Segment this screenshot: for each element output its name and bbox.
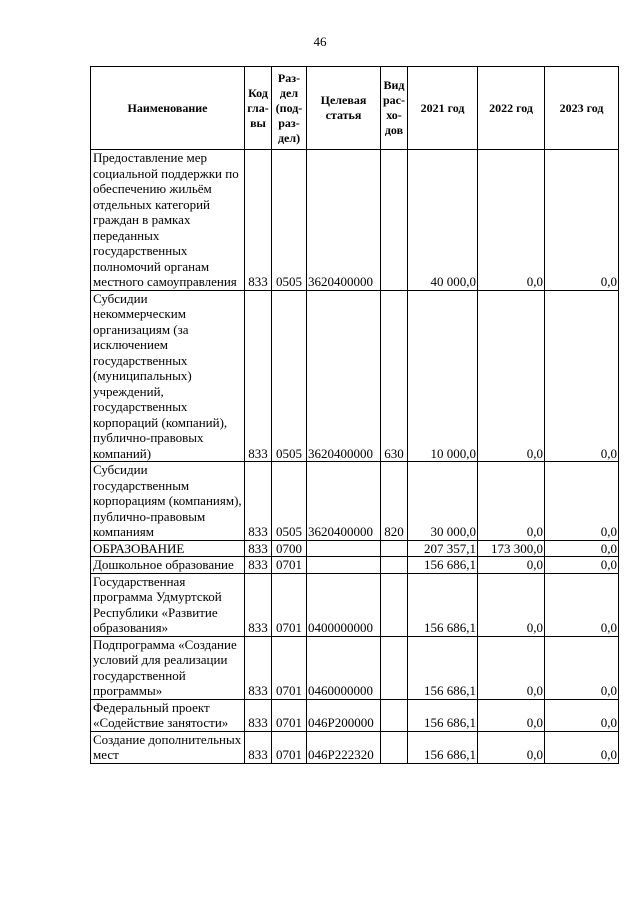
row-2022: 0,0	[478, 731, 545, 763]
row-2022: 0,0	[478, 557, 545, 574]
row-chapter: 833	[245, 573, 272, 636]
table-row	[91, 540, 619, 557]
row-expense-type	[381, 557, 408, 574]
row-target	[307, 557, 381, 574]
row-section: 0701	[272, 636, 307, 699]
row-2023: 0,0	[545, 462, 619, 541]
row-target: 046P200000	[307, 699, 381, 731]
row-section: 0701	[272, 699, 307, 731]
row-name: Государственная программа Удмуртской Республики «Развитие образования»	[91, 573, 245, 636]
row-2021: 156 686,1	[408, 699, 478, 731]
row-2022: 173 300,0	[478, 540, 545, 557]
row-2021: 10 000,0	[408, 290, 478, 462]
row-name: Субсидии государственным корпорациям (компаниям), публично-правовым компаниям	[91, 462, 245, 541]
row-2023: 0,0	[545, 290, 619, 462]
budget-table	[90, 66, 619, 764]
row-section: 0701	[272, 731, 307, 763]
row-2021: 40 000,0	[408, 150, 478, 291]
row-section: 0505	[272, 150, 307, 291]
row-section: 0700	[272, 540, 307, 557]
row-2023: 0,0	[545, 540, 619, 557]
row-2021: 156 686,1	[408, 557, 478, 574]
row-section: 0505	[272, 290, 307, 462]
row-expense-type	[381, 150, 408, 291]
col-header-2023: 2023 год	[545, 67, 619, 150]
col-header-2022: 2022 год	[478, 67, 545, 150]
row-2023: 0,0	[545, 731, 619, 763]
table-row	[91, 290, 619, 462]
row-section: 0505	[272, 462, 307, 541]
table-row	[91, 636, 619, 699]
row-target: 3620400000	[307, 290, 381, 462]
row-2021: 156 686,1	[408, 731, 478, 763]
row-name: Федеральный проект «Содействие занятости»	[91, 699, 245, 731]
row-2021: 156 686,1	[408, 573, 478, 636]
row-expense-type	[381, 699, 408, 731]
row-chapter: 833	[245, 150, 272, 291]
row-name: Субсидии некоммерческим организациям (за исключением государственных (муниципальных) учреждений, государственных корпораций (компаний), публично-правовых компаний)	[91, 290, 245, 462]
table-row	[91, 699, 619, 731]
col-header-chapter: Код гла- вы	[245, 67, 272, 150]
row-name: Создание дополнительных мест	[91, 731, 245, 763]
table-row	[91, 731, 619, 763]
row-2022: 0,0	[478, 573, 545, 636]
row-chapter: 833	[245, 290, 272, 462]
row-2022: 0,0	[478, 699, 545, 731]
row-2023: 0,0	[545, 557, 619, 574]
row-target: 3620400000	[307, 150, 381, 291]
row-2023: 0,0	[545, 636, 619, 699]
row-target: 0400000000	[307, 573, 381, 636]
row-2022: 0,0	[478, 636, 545, 699]
col-header-2021: 2021 год	[408, 67, 478, 150]
row-2021: 30 000,0	[408, 462, 478, 541]
row-chapter: 833	[245, 699, 272, 731]
header-row	[91, 67, 619, 150]
col-header-expense-type: Вид рас- хо- дов	[381, 67, 408, 150]
col-header-section: Раз- дел (под- раз- дел)	[272, 67, 307, 150]
row-2023: 0,0	[545, 573, 619, 636]
row-target: 0460000000	[307, 636, 381, 699]
row-2022: 0,0	[478, 462, 545, 541]
table-row	[91, 557, 619, 574]
row-target: 046P222320	[307, 731, 381, 763]
row-2021: 207 357,1	[408, 540, 478, 557]
row-name: Подпрограмма «Создание условий для реализации государственной программы»	[91, 636, 245, 699]
table-row	[91, 462, 619, 541]
row-expense-type	[381, 573, 408, 636]
row-section: 0701	[272, 573, 307, 636]
page-number: 46	[313, 34, 327, 49]
row-2022: 0,0	[478, 290, 545, 462]
row-chapter: 833	[245, 462, 272, 541]
row-2023: 0,0	[545, 699, 619, 731]
row-expense-type	[381, 540, 408, 557]
row-target: 3620400000	[307, 462, 381, 541]
row-2023: 0,0	[545, 150, 619, 291]
row-chapter: 833	[245, 557, 272, 574]
row-section: 0701	[272, 557, 307, 574]
row-target	[307, 540, 381, 557]
col-header-target: Целевая статья	[307, 67, 381, 150]
row-2021: 156 686,1	[408, 636, 478, 699]
row-name: Дошкольное образование	[91, 557, 245, 574]
row-expense-type	[381, 731, 408, 763]
row-2022: 0,0	[478, 150, 545, 291]
table-row	[91, 573, 619, 636]
col-header-name: Наименование	[91, 67, 245, 150]
row-expense-type: 630	[381, 290, 408, 462]
table-row	[91, 150, 619, 291]
row-chapter: 833	[245, 731, 272, 763]
row-expense-type: 820	[381, 462, 408, 541]
row-chapter: 833	[245, 636, 272, 699]
row-name: Предоставление мер социальной поддержки по обеспечению жильём отдельных категорий граждан в рамках переданных государственных полномочий органам местного самоуправления	[91, 150, 245, 291]
row-name: ОБРАЗОВАНИЕ	[91, 540, 245, 557]
row-chapter: 833	[245, 540, 272, 557]
row-expense-type	[381, 636, 408, 699]
